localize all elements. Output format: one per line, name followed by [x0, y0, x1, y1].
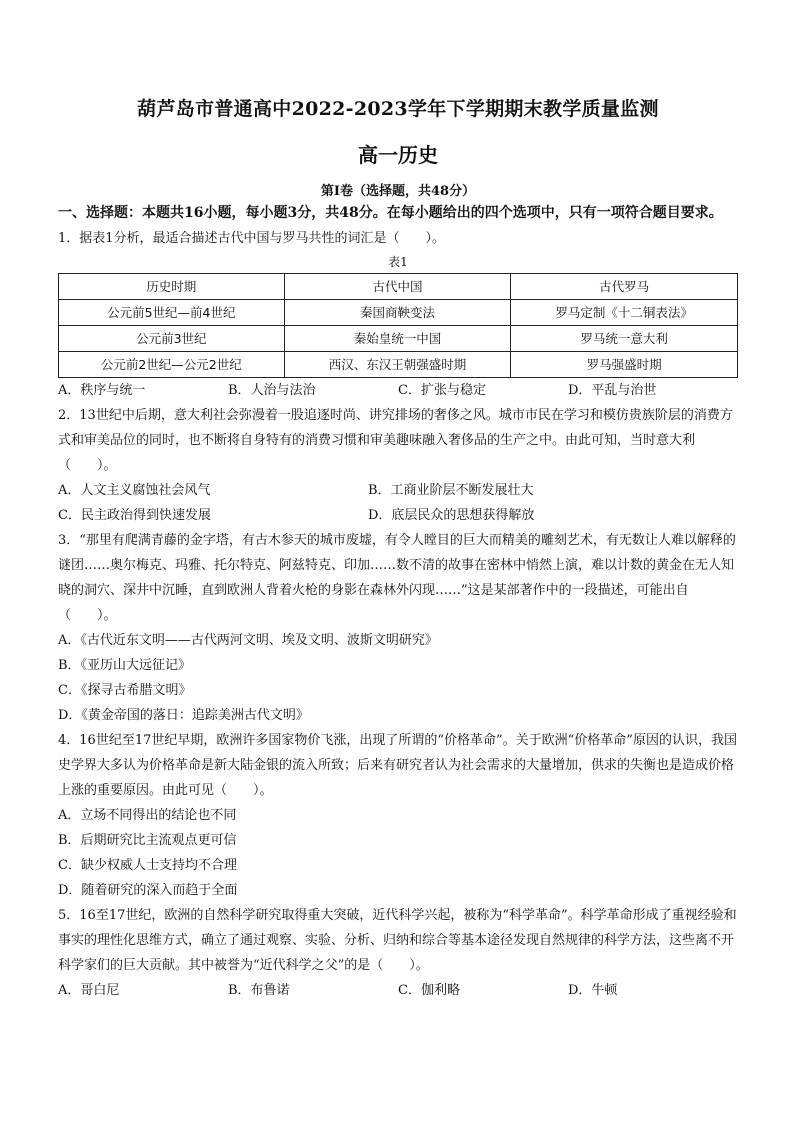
option-a: A．《古代近东文明——古代两河文明、埃及文明、波斯文明研究》 — [58, 633, 438, 648]
table-caption: 表1 — [388, 255, 408, 269]
option-d: D．《黄金帝国的落日：追踪美洲古代文明》 — [58, 708, 309, 723]
question-1 — [58, 226, 738, 403]
option-b: B．《亚历山大远征记》 — [58, 658, 192, 673]
table-row — [59, 352, 738, 378]
exam-page — [58, 86, 738, 1003]
question-2-stem: 2．13世纪中后期，意大利社会弥漫着一股追逐时尚、讲究排场的奢侈之风。城市市民在学习和模仿贵族阶层的消费方式和审美品位的同时，也不断将自身特有的消费习惯和审美趣味融入奢侈品的生产之中。由此可知，当时意大利（ ）。 — [58, 408, 733, 473]
option-c: C．伽利略 — [398, 983, 460, 998]
table-cell: 罗马定制《十二铜表法》 — [511, 300, 738, 326]
table-header-row — [59, 274, 738, 300]
option-b: B．工商业阶层不断发展壮大 — [368, 483, 534, 498]
option-b: B．布鲁诺 — [228, 983, 290, 998]
table-cell: 秦国商鞅变法 — [284, 300, 511, 326]
option-b: B．后期研究比主流观点更可信 — [58, 833, 237, 848]
option-a: A．人文主义腐蚀社会风气 — [58, 483, 211, 498]
table-cell: 罗马强盛时期 — [511, 352, 738, 378]
question-5 — [58, 903, 738, 1003]
option-c: C．缺少权威人士支持均不合理 — [58, 858, 237, 873]
option-a: A．立场不同得出的结论也不同 — [58, 808, 237, 823]
question-3-options — [58, 628, 738, 728]
question-5-options — [58, 978, 738, 1003]
option-d: D．底层民众的思想获得解放 — [368, 508, 535, 523]
table-header-cell: 古代罗马 — [511, 274, 738, 300]
question-1-stem: 1．据表1分析，最适合描述古代中国与罗马共性的词汇是（ ）。 — [58, 231, 446, 246]
table-cell: 西汉、东汉王朝强盛时期 — [284, 352, 511, 378]
option-a: A．秩序与统一 — [58, 383, 146, 398]
question-1-options — [58, 378, 738, 403]
option-d: D．平乱与治世 — [568, 383, 657, 398]
table-header-cell: 古代中国 — [284, 274, 511, 300]
table-cell: 公元前2世纪—公元2世纪 — [59, 352, 285, 378]
question-3 — [58, 528, 738, 728]
option-a: A．哥白尼 — [58, 983, 120, 998]
table-cell: 罗马统一意大利 — [511, 326, 738, 352]
exam-title: 葫芦岛市普通高中2022-2023学年下学期期末教学质量监测 — [137, 98, 659, 120]
option-c: C．扩张与稳定 — [398, 383, 486, 398]
option-c: C．民主政治得到快速发展 — [58, 508, 211, 523]
table-cell: 秦始皇统一中国 — [284, 326, 511, 352]
question-4-options — [58, 803, 738, 903]
table-row — [59, 326, 738, 352]
option-d: D．牛顿 — [568, 983, 618, 998]
comparison-table — [58, 273, 738, 378]
question-5-stem: 5．16至17世纪，欧洲的自然科学研究取得重大突破，近代科学兴起，被称为“科学革命”。科学革命形成了重视经验和事实的理性化思维方式，确立了通过观察、实验、分析、归纳和综合等基本途径发现自然规律的科学方法，这些离不开科学家们的巨大贡献。其中被誉为“近代科学之父”的是（ ）。 — [58, 908, 737, 973]
option-b: B．人治与法治 — [228, 383, 316, 398]
question-4 — [58, 728, 738, 903]
table-header-cell: 历史时期 — [59, 274, 285, 300]
section-instructions: 一、选择题：本题共16小题，每小题3分，共48分。在每小题给出的四个选项中，只有一项符合题目要求。 — [58, 205, 723, 221]
question-2 — [58, 403, 738, 528]
option-d: D．随着研究的深入而趋于全面 — [58, 883, 238, 898]
question-4-stem: 4．16世纪至17世纪早期，欧洲许多国家物价飞涨，出现了所谓的“价格革命”。关于欧洲“价格革命”原因的认识，我国史学界大多认为价格革命是新大陆金银的流入所致；后来有研究者认为社会需求的大量增加，供求的失衡也是造成价格上涨的重要原因。由此可见（ ）。 — [58, 733, 737, 798]
table-row — [59, 300, 738, 326]
question-2-options — [58, 478, 738, 528]
section-title: 第Ⅰ卷（选择题，共48分） — [320, 184, 476, 199]
exam-subtitle: 高一历史 — [358, 143, 438, 167]
question-3-stem: 3．“那里有爬满青藤的金字塔，有古木参天的城市废墟，有令人瞠目的巨大而精美的雕刻艺术，有无数让人难以解释的谜团……奥尔梅克、玛雅、托尔特克、阿兹特克、印加……数不清的故事在密林中悄然上演，难以计数的黄金在无人知晓的洞穴、深井中沉睡，直到欧洲人背着火枪的身影在森林外闪现……”这是某部著作中的一段描述，可能出自（ ）。 — [58, 533, 736, 623]
table-cell: 公元前5世纪—前4世纪 — [59, 300, 285, 326]
option-c: C．《探寻古希腊文明》 — [58, 683, 192, 698]
table-cell: 公元前3世纪 — [59, 326, 285, 352]
